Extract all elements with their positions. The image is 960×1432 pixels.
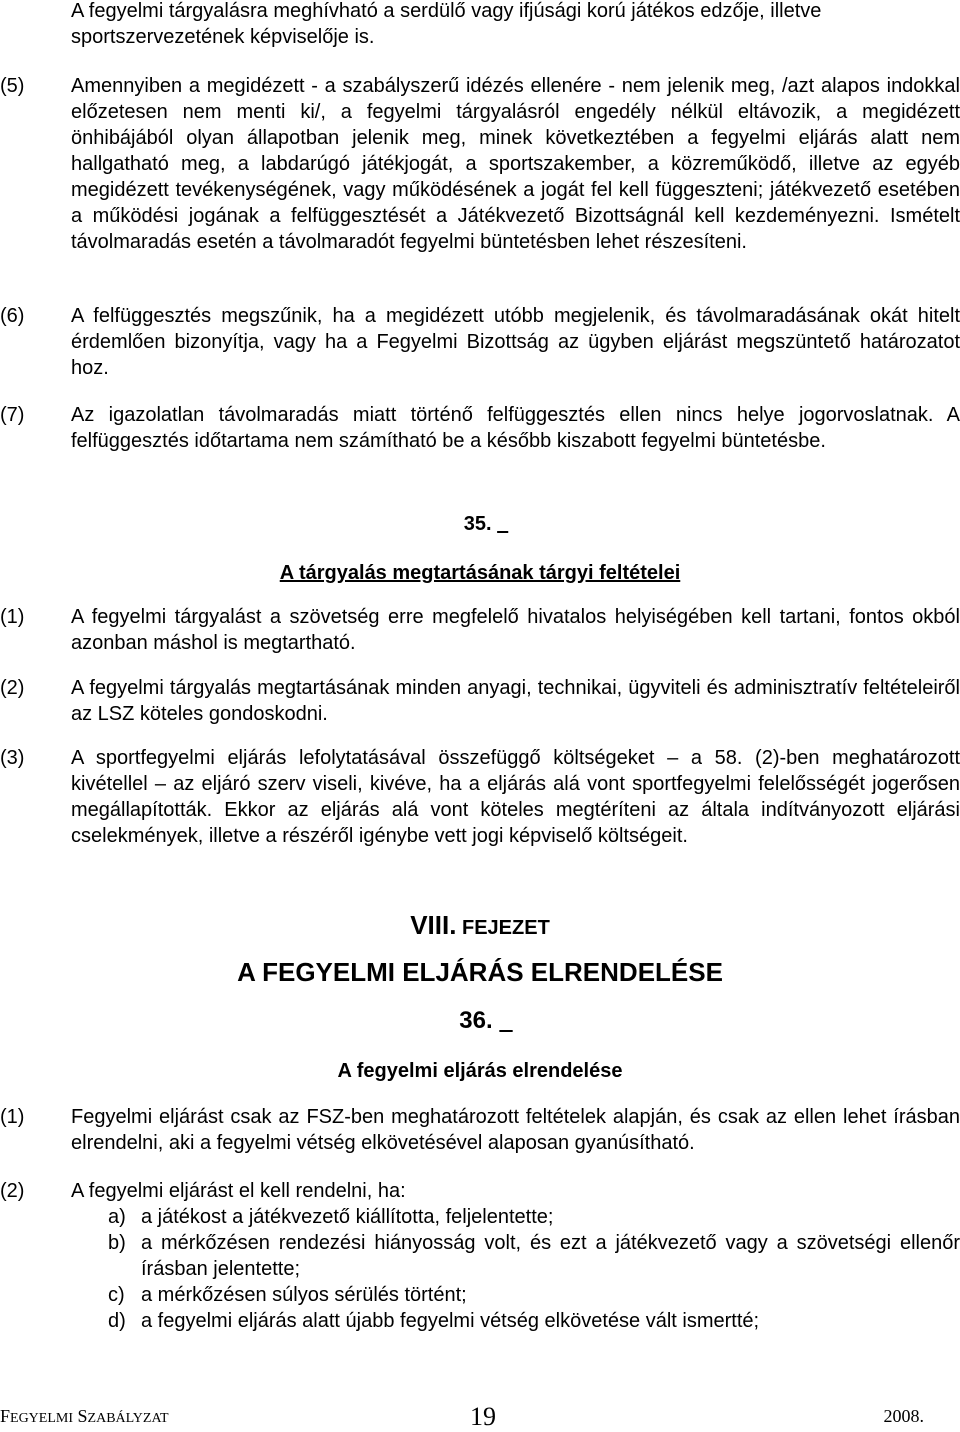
list-text: a mérkőzésen rendezési hiányosság volt, és ezt a játékvezető vagy a szövetségi ellenőr írásban jelentette;	[141, 1232, 960, 1280]
paragraph-number: (2)	[0, 677, 25, 699]
paragraph-number: (1)	[0, 606, 25, 628]
chapter-heading	[0, 908, 960, 945]
paragraph-text: A felfüggesztés megszűnik, ha a megidézett utóbb megjelenik, és távolmaradásának okát hitelt érdemlően bizonyítja, vagy ha a Fegyelmi Bizottság az ügyben eljárást megszüntető határozatot hoz.	[71, 305, 960, 379]
list-item	[108, 1230, 960, 1282]
section-35-item-3	[0, 745, 960, 849]
paragraph-7	[0, 402, 960, 454]
section-35-item-2	[0, 675, 960, 727]
list-item	[108, 1308, 960, 1334]
list-text: a mérkőzésen súlyos sérülés történt;	[141, 1284, 467, 1306]
paragraph-text: A sportfegyelmi eljárás lefolytatásával összefüggő költségeket – a 58. (2)-ben meghatározott kivétellel – az eljáró szerv viseli, kivéve, ha a eljárás alá vont sportfegyelmi felelősségét jogerősen megállapították. Ekkor az eljárás alá vont köteles megtéríteni az általa indítványozott eljárási cselekmények, illetve a részéről igénybe vett jogi képviselő költségeit.	[71, 747, 960, 847]
section-35-number: 35.	[6, 511, 960, 537]
paragraph-6	[0, 303, 960, 381]
paragraph-text: Az igazolatlan távolmaradás miatt történő felfüggesztés ellen nincs helye jogorvoslatnak. A felfüggesztés időtartama nem számítható be a később kiszabott fegyelmi büntetésbe.	[71, 404, 960, 452]
section-36-title: A fegyelmi eljárás elrendelése	[337, 1060, 623, 1082]
list-text: a fegyelmi eljárás alatt újabb fegyelmi vétség elkövetése vált ismertté;	[141, 1310, 760, 1332]
chapter-roman: VIII.	[410, 910, 457, 940]
chapter-title: A FEGYELMI ELJÁRÁS ELRENDELÉSE	[237, 957, 723, 987]
section-36-item-1	[0, 1104, 960, 1156]
paragraph-number: (6)	[0, 305, 25, 327]
paragraph-number: (5)	[0, 75, 25, 97]
section-35-title: A tárgyalás megtartásának tárgyi feltételei	[279, 562, 681, 584]
list-item	[108, 1282, 960, 1308]
section-36-item-2	[0, 1178, 960, 1204]
paragraph-5	[0, 73, 960, 255]
footer-document-title: FEGYELMI SZABÁLYZAT	[0, 1406, 169, 1426]
section-35-item-1	[0, 604, 960, 656]
paragraph-number: (1)	[0, 1106, 25, 1128]
page-number: 19	[470, 1402, 496, 1431]
list-item	[108, 1204, 960, 1230]
list-text: a játékost a játékvezető kiállította, feljelentette;	[141, 1206, 554, 1228]
chapter-word: FEJEZET	[462, 917, 550, 939]
paragraph-text: Amennyiben a megidézett - a szabályszerű idézés ellenére - nem jelenik meg, /azt alapos indokkal előzetesen nem menti ki/, a fegyelmi tárgyalásról engedély nélkül eltávozik, a megidézett önhibájából olyan állapotban jelenik meg, minek következtében a fegyelmi eljárás alatt nem hallgatható meg, a labdarúgó játékjogát, a sportszakember, a közreműködő, illetve az egyéb megidézett tevékenységének, vagy működésének a jogát fel kell függeszteni; játékvezető esetében a működési jogának a felfüggesztését a Játékvezető Bizottságnál kell kezdeményezni. Ismételt távolmaradás esetén a távolmaradót fegyelmi büntetésben lehet részesíteni.	[71, 75, 960, 253]
list-letter: d)	[108, 1310, 126, 1332]
paragraph-text: A fegyelmi tárgyalást a szövetség erre megfelelő hivatalos helyiségében kell tartani, fontos okból azonban máshol is megtartható.	[71, 606, 960, 654]
list-letter: c)	[108, 1284, 125, 1306]
section-sign-icon	[497, 513, 508, 535]
page-footer	[0, 1402, 960, 1432]
paragraph-number: (3)	[0, 747, 25, 769]
paragraph-text: A fegyelmi eljárást el kell rendelni, ha:	[71, 1180, 406, 1202]
intro-paragraph	[0, 0, 960, 50]
section-sign-icon	[499, 1007, 512, 1034]
section-36-number: 36.	[6, 1006, 960, 1036]
intro-text: A fegyelmi tárgyalásra meghívható a serdülő vagy ifjúsági korú játékos edzője, illetve sportszervezetének képviselője is.	[71, 0, 822, 48]
list-letter: a)	[108, 1206, 126, 1228]
paragraph-number: (2)	[0, 1180, 25, 1202]
footer-year: 2008.	[883, 1406, 924, 1426]
paragraph-text: Fegyelmi eljárást csak az FSZ-ben meghatározott feltételek alapján, és csak az ellen lehet írásban elrendelni, aki a fegyelmi vétség elkövetésével alaposan gyanúsítható.	[71, 1106, 960, 1154]
paragraph-text: A fegyelmi tárgyalás megtartásának minden anyagi, technikai, ügyviteli és adminisztratív feltételeiről az LSZ köteles gondoskodni.	[71, 677, 960, 725]
list-letter: b)	[108, 1232, 126, 1254]
paragraph-number: (7)	[0, 404, 25, 426]
